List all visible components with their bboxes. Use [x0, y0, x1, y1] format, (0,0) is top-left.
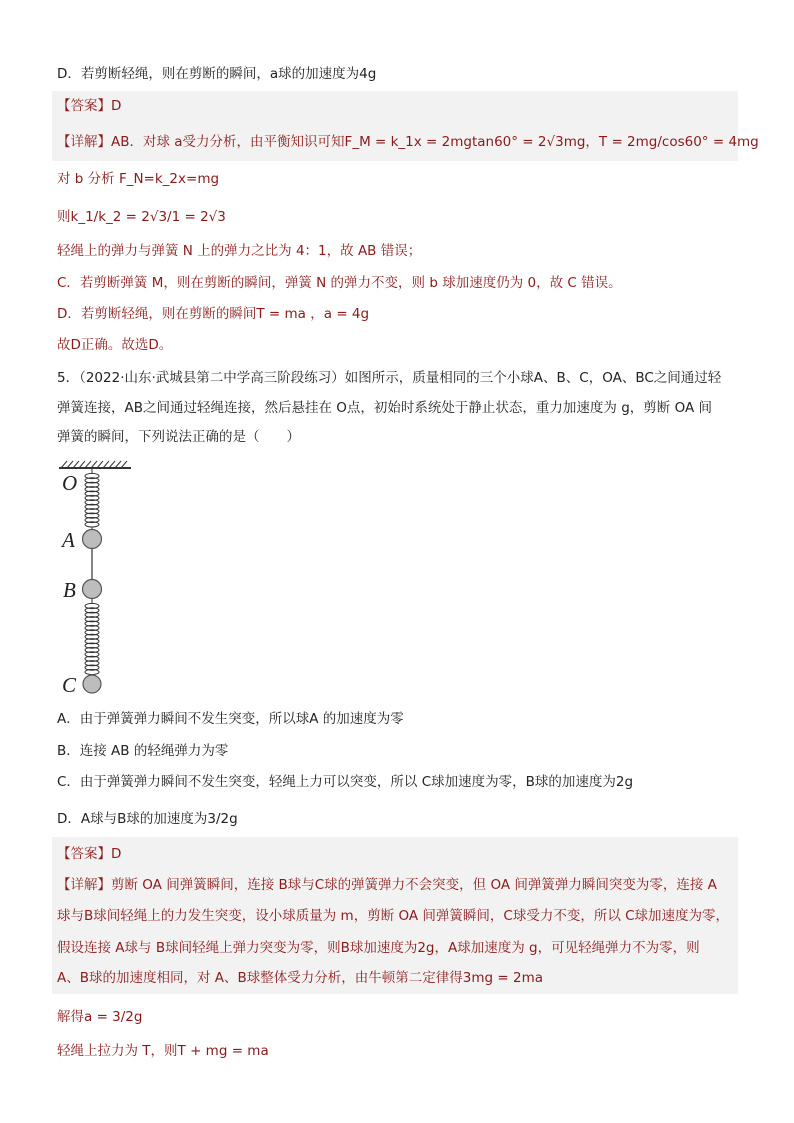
ball-c: [83, 675, 101, 693]
solution-line: 故D正确。故选D。: [57, 337, 173, 353]
option-d: D．A球与B球的加速度为3/2g: [57, 811, 238, 827]
label-c: C: [62, 673, 77, 697]
label-b: B: [63, 578, 76, 602]
solution-line: 轻绳上的弹力与弹簧 N 上的弹力之比为 4：1，故 AB 错误；: [57, 243, 422, 259]
ceiling: [59, 461, 131, 468]
spring-oa: [85, 468, 99, 530]
detail-text: 【详解】AB．对球 a受力分析，由平衡知识可知F_M = k_1x = 2mgtan60° = 2√3mg，T = 2mg/cos60° = 4mg: [57, 134, 759, 150]
solution-line: 解得a = 3/2g: [57, 1009, 143, 1025]
detail-text: 球与B球间轻绳上的力发生突变，设小球质量为 m，剪断 OA 间弹簧瞬间，C球受力不变，所以 C球加速度为零，: [57, 908, 730, 924]
question-stem: 5．（2022·山东·武城县第二中学高三阶段练习）如图所示，质量相同的三个小球A、B、C，OA、BC之间通过轻: [57, 370, 722, 386]
solution-line: 轻绳上拉力为 T，则T + mg = ma: [57, 1043, 269, 1059]
option-a: A．由于弹簧弹力瞬间不发生突变，所以球A 的加速度为零: [57, 711, 404, 727]
ball-a: [83, 530, 102, 549]
option-b: B．连接 AB 的轻绳弹力为零: [57, 743, 229, 759]
solution-line: C．若剪断弹簧 M，则在剪断的瞬间，弹簧 N 的弹力不变，则 b 球加速度仍为 0，故 C 错误。: [57, 275, 622, 291]
label-a: A: [62, 528, 75, 552]
detail-text: 【详解】剪断 OA 间弹簧瞬间，连接 B球与C球的弹簧弹力不会突变，但 OA 间弹簧弹力瞬间突变为零，连接 A: [57, 877, 717, 893]
solution-line: 对 b 分析 F_N=k_2x=mg: [57, 171, 220, 187]
spring-ball-figure: [55, 458, 165, 702]
ball-b: [83, 580, 102, 599]
solution-line: 则k_1/k_2 = 2√3/1 = 2√3: [57, 209, 226, 225]
detail-text: 假设连接 A球与 B球间轻绳上弹力突变为零，则B球加速度为2g，A球加速度为 g，可见轻绳弹力不为零，则: [57, 940, 700, 956]
answer-label: 【答案】D: [57, 98, 122, 114]
question-stem: 弹簧的瞬间，下列说法正确的是（ ）: [57, 429, 300, 445]
question-stem: 弹簧连接，AB之间通过轻绳连接，然后悬挂在 O点，初始时系统处于静止状态，重力加速度为 g，剪断 OA 间: [57, 400, 712, 416]
label-o: O: [62, 471, 78, 495]
option-c: C．由于弹簧弹力瞬间不发生突变，轻绳上力可以突变，所以 C球加速度为零，B球的加速度为2g: [57, 774, 634, 790]
option-d-prev: D．若剪断轻绳，则在剪断的瞬间，a球的加速度为4g: [57, 66, 377, 82]
solution-line: D．若剪断轻绳，则在剪断的瞬间T = ma ，a = 4g: [57, 306, 370, 322]
spring-bc: [85, 599, 99, 677]
answer-label: 【答案】D: [57, 846, 122, 862]
detail-text: A、B球的加速度相同，对 A、B球整体受力分析，由牛顿第二定律得3mg = 2ma: [57, 970, 543, 986]
